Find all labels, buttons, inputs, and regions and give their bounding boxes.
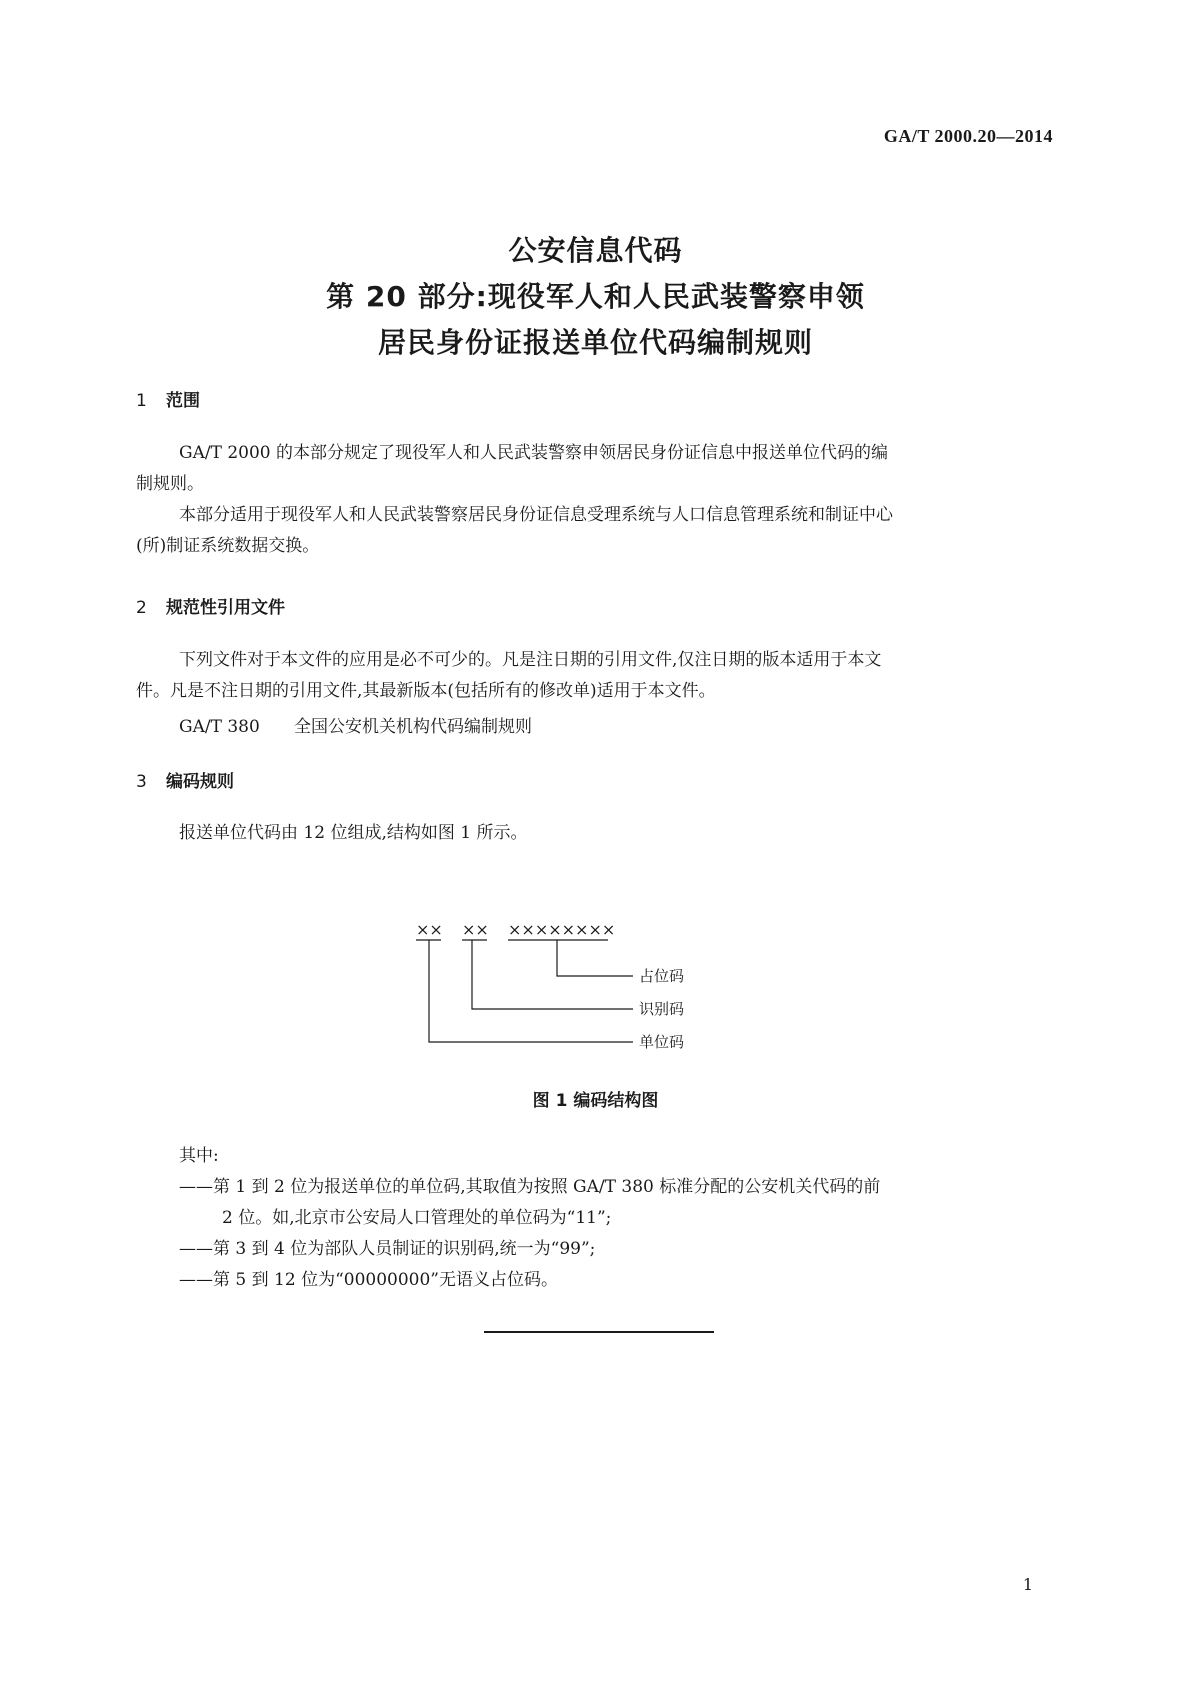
placeholder-leader-line	[557, 940, 633, 976]
notes-intro: 其中:	[179, 1146, 219, 1166]
section-2-number: 2	[136, 598, 147, 618]
page-number: 1	[1022, 1575, 1033, 1594]
title-line-2: 第 20 部分:现役军人和人民武装警察申领	[326, 280, 865, 313]
title-line-3: 居民身份证报送单位代码编制规则	[377, 326, 813, 359]
section-2-body	[136, 645, 1058, 707]
standard-code: GA/T 2000.20—2014	[883, 126, 1053, 146]
section-3-intro: 报送单位代码由 12 位组成,结构如图 1 所示。	[179, 823, 528, 843]
section-3-number: 3	[136, 772, 147, 792]
section-1-p2-line2: (所)制证系统数据交换。	[136, 536, 320, 556]
unit-code-marks: ××	[416, 920, 443, 939]
end-rule	[484, 1331, 714, 1333]
normative-reference	[179, 712, 532, 737]
section-1-heading	[136, 386, 200, 411]
identifier-code-marks: ××	[462, 920, 489, 939]
section-3-heading	[136, 767, 234, 792]
identifier-leader-line	[472, 940, 633, 1009]
title-line-1: 公安信息代码	[508, 234, 683, 267]
section-1-body	[136, 438, 1058, 562]
identifier-label: 识别码	[639, 1000, 685, 1018]
note-item-2: ——第 3 到 4 位为部队人员制证的识别码,统一为“99”;	[179, 1239, 596, 1259]
code-structure-diagram	[416, 915, 760, 1065]
section-2-heading	[136, 593, 285, 618]
section-2-title: 规范性引用文件	[166, 598, 285, 618]
section-1-title: 范围	[166, 391, 200, 411]
document-title	[0, 228, 1191, 366]
placeholder-code-marks: ××××××××	[508, 920, 616, 939]
notes-block	[136, 1141, 1058, 1296]
section-1-p2-line1: 本部分适用于现役军人和人民武装警察居民身份证信息受理系统与人口信息管理系统和制证中心	[179, 505, 893, 525]
section-1-p1-line2: 制规则。	[136, 474, 204, 494]
section-1-p1-line1: GA/T 2000 的本部分规定了现役军人和人民武装警察申领居民身份证信息中报送单位代码的编	[179, 443, 888, 463]
section-3-body	[136, 818, 1058, 849]
note-item-3: ——第 5 到 12 位为“00000000”无语义占位码。	[179, 1270, 558, 1290]
placeholder-label: 占位码	[639, 967, 685, 985]
unit-leader-line	[429, 940, 633, 1042]
reference-code: GA/T 380	[179, 717, 260, 737]
figure-caption: 图 1 编码结构图	[532, 1091, 659, 1111]
section-2-p1-line1: 下列文件对于本文件的应用是必不可少的。凡是注日期的引用文件,仅注日期的版本适用于本文	[179, 650, 882, 670]
section-3-title: 编码规则	[166, 772, 234, 792]
section-1-number: 1	[136, 391, 147, 411]
note-item-1-line1: ——第 1 到 2 位为报送单位的单位码,其取值为按照 GA/T 380 标准分配的公安机关代码的前	[179, 1177, 881, 1197]
note-item-1-line2: 2 位。如,北京市公安局人口管理处的单位码为“11”;	[222, 1208, 612, 1228]
section-2-p1-line2: 件。凡是不注日期的引用文件,其最新版本(包括所有的修改单)适用于本文件。	[136, 681, 716, 701]
unit-label: 单位码	[639, 1033, 685, 1051]
reference-title: 全国公安机关机构代码编制规则	[294, 717, 532, 737]
